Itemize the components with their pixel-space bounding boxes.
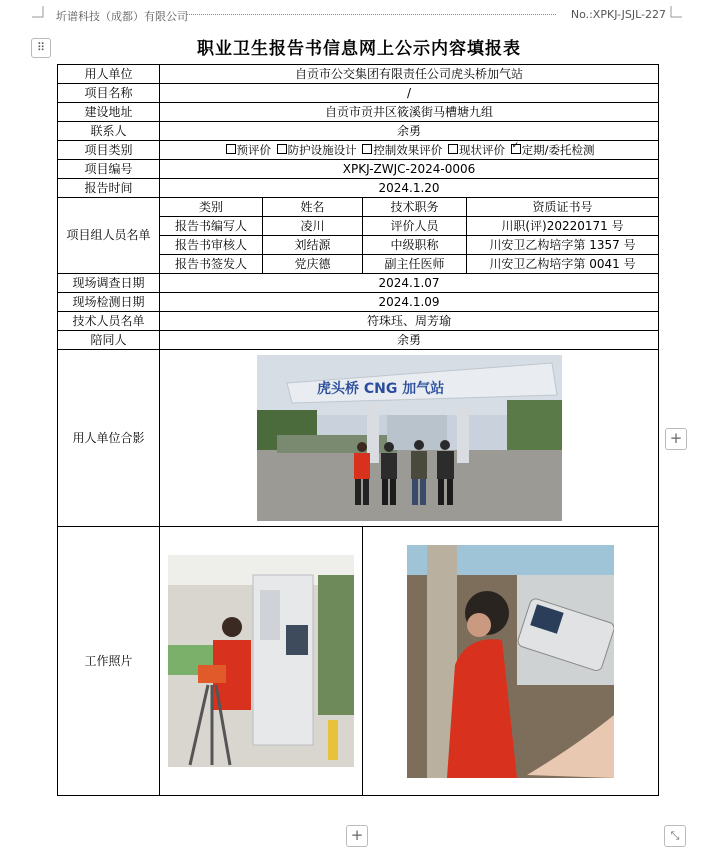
checkbox-protection-design[interactable] <box>277 144 287 154</box>
employer-label: 用人单位 <box>58 65 160 84</box>
option-status-eval: 现状评价 <box>458 142 505 157</box>
row-escort <box>58 331 659 350</box>
group-photo-cell <box>160 350 659 527</box>
header-dotted-line <box>186 14 556 15</box>
project-no-value[interactable]: XPKJ-ZWJC-2024-0006 <box>160 160 659 179</box>
row-project-name <box>58 84 659 103</box>
member-title[interactable]: 副主任医师 <box>363 255 467 274</box>
project-name-value[interactable]: / <box>160 84 659 103</box>
row-detect-date <box>58 293 659 312</box>
checkbox-periodic-detection[interactable] <box>511 144 521 154</box>
member-name[interactable]: 凌川 <box>263 217 363 236</box>
member-title[interactable]: 中级职称 <box>363 236 467 255</box>
option-control-eval: 控制效果评价 <box>373 142 443 157</box>
header-company: 圻谱科技（成都）有限公司 <box>56 10 188 23</box>
member-name[interactable]: 党庆德 <box>263 255 363 274</box>
work-photo-cell-2 <box>363 527 659 796</box>
row-report-time <box>58 179 659 198</box>
corner-mark-icon <box>670 6 682 18</box>
category-options <box>160 141 659 160</box>
station-sign: 虎头桥 CNG 加气站 <box>316 381 444 397</box>
escort-value[interactable]: 余勇 <box>160 331 659 350</box>
option-periodic-detection: 定期/委托检测 <box>521 142 595 157</box>
row-address <box>58 103 659 122</box>
address-value[interactable]: 自贡市贡井区筱溪街马槽塘九组 <box>160 103 659 122</box>
add-row-plus-icon[interactable]: + <box>665 428 687 450</box>
tech-staff-value[interactable]: 符珠珏、周芳瑜 <box>160 312 659 331</box>
member-role[interactable]: 报告书签发人 <box>160 255 263 274</box>
row-employer <box>58 65 659 84</box>
row-project-no <box>58 160 659 179</box>
row-survey-date <box>58 274 659 293</box>
report-time-label: 报告时间 <box>58 179 160 198</box>
row-category <box>58 141 659 160</box>
header-doc-number: No.:XPKJ-JSJL-227 <box>570 8 666 21</box>
members-header-name: 姓名 <box>263 198 363 217</box>
escort-label: 陪同人 <box>58 331 160 350</box>
info-form-table <box>57 64 659 796</box>
work-photo-image-1[interactable] <box>168 555 354 767</box>
employer-value[interactable]: 自贡市公交集团有限责任公司虎头桥加气站 <box>160 65 659 84</box>
category-label: 项目类别 <box>58 141 160 160</box>
project-no-label: 项目编号 <box>58 160 160 179</box>
work-photo-label: 工作照片 <box>58 527 160 796</box>
row-contact <box>58 122 659 141</box>
row-group-photo <box>58 350 659 527</box>
contact-value[interactable]: 余勇 <box>160 122 659 141</box>
checkbox-status-eval[interactable] <box>448 144 458 154</box>
survey-date-label: 现场调查日期 <box>58 274 160 293</box>
group-photo-label: 用人单位合影 <box>58 350 160 527</box>
add-row-bottom-plus-icon[interactable]: + <box>346 825 368 847</box>
group-photo-image[interactable] <box>257 355 562 521</box>
members-header-title: 技术职务 <box>363 198 467 217</box>
detect-date-value[interactable]: 2024.1.09 <box>160 293 659 312</box>
detect-date-label: 现场检测日期 <box>58 293 160 312</box>
row-members-header <box>58 198 659 217</box>
member-name[interactable]: 刘结源 <box>263 236 363 255</box>
work-photo-image-2[interactable] <box>407 545 614 778</box>
member-cert[interactable]: 川职(评)20220171 号 <box>467 217 659 236</box>
member-role[interactable]: 报告书编写人 <box>160 217 263 236</box>
work-photo-cell-1 <box>160 527 363 796</box>
checkbox-control-eval[interactable] <box>362 144 372 154</box>
survey-date-value[interactable]: 2024.1.07 <box>160 274 659 293</box>
report-time-value[interactable]: 2024.1.20 <box>160 179 659 198</box>
checkbox-pre-eval[interactable] <box>226 144 236 154</box>
members-header-role: 类别 <box>160 198 263 217</box>
row-tech-staff <box>58 312 659 331</box>
option-protection-design: 防护设施设计 <box>287 142 357 157</box>
member-cert[interactable]: 川安卫乙构培字第 1357 号 <box>467 236 659 255</box>
tech-staff-label: 技术人员名单 <box>58 312 160 331</box>
member-title[interactable]: 评价人员 <box>363 217 467 236</box>
row-work-photo <box>58 527 659 796</box>
option-pre-eval: 预评价 <box>236 142 271 157</box>
resize-icon[interactable]: ⤡ <box>664 825 686 847</box>
members-label: 项目组人员名单 <box>58 198 160 274</box>
project-name-label: 项目名称 <box>58 84 160 103</box>
member-cert[interactable]: 川安卫乙构培字第 0041 号 <box>467 255 659 274</box>
address-label: 建设地址 <box>58 103 160 122</box>
drag-handle-icon[interactable]: ⠿ <box>31 38 51 58</box>
corner-mark-icon <box>32 6 44 18</box>
member-role[interactable]: 报告书审核人 <box>160 236 263 255</box>
contact-label: 联系人 <box>58 122 160 141</box>
members-header-cert: 资质证书号 <box>467 198 659 217</box>
page-title: 职业卫生报告书信息网上公示内容填报表 <box>197 39 521 59</box>
